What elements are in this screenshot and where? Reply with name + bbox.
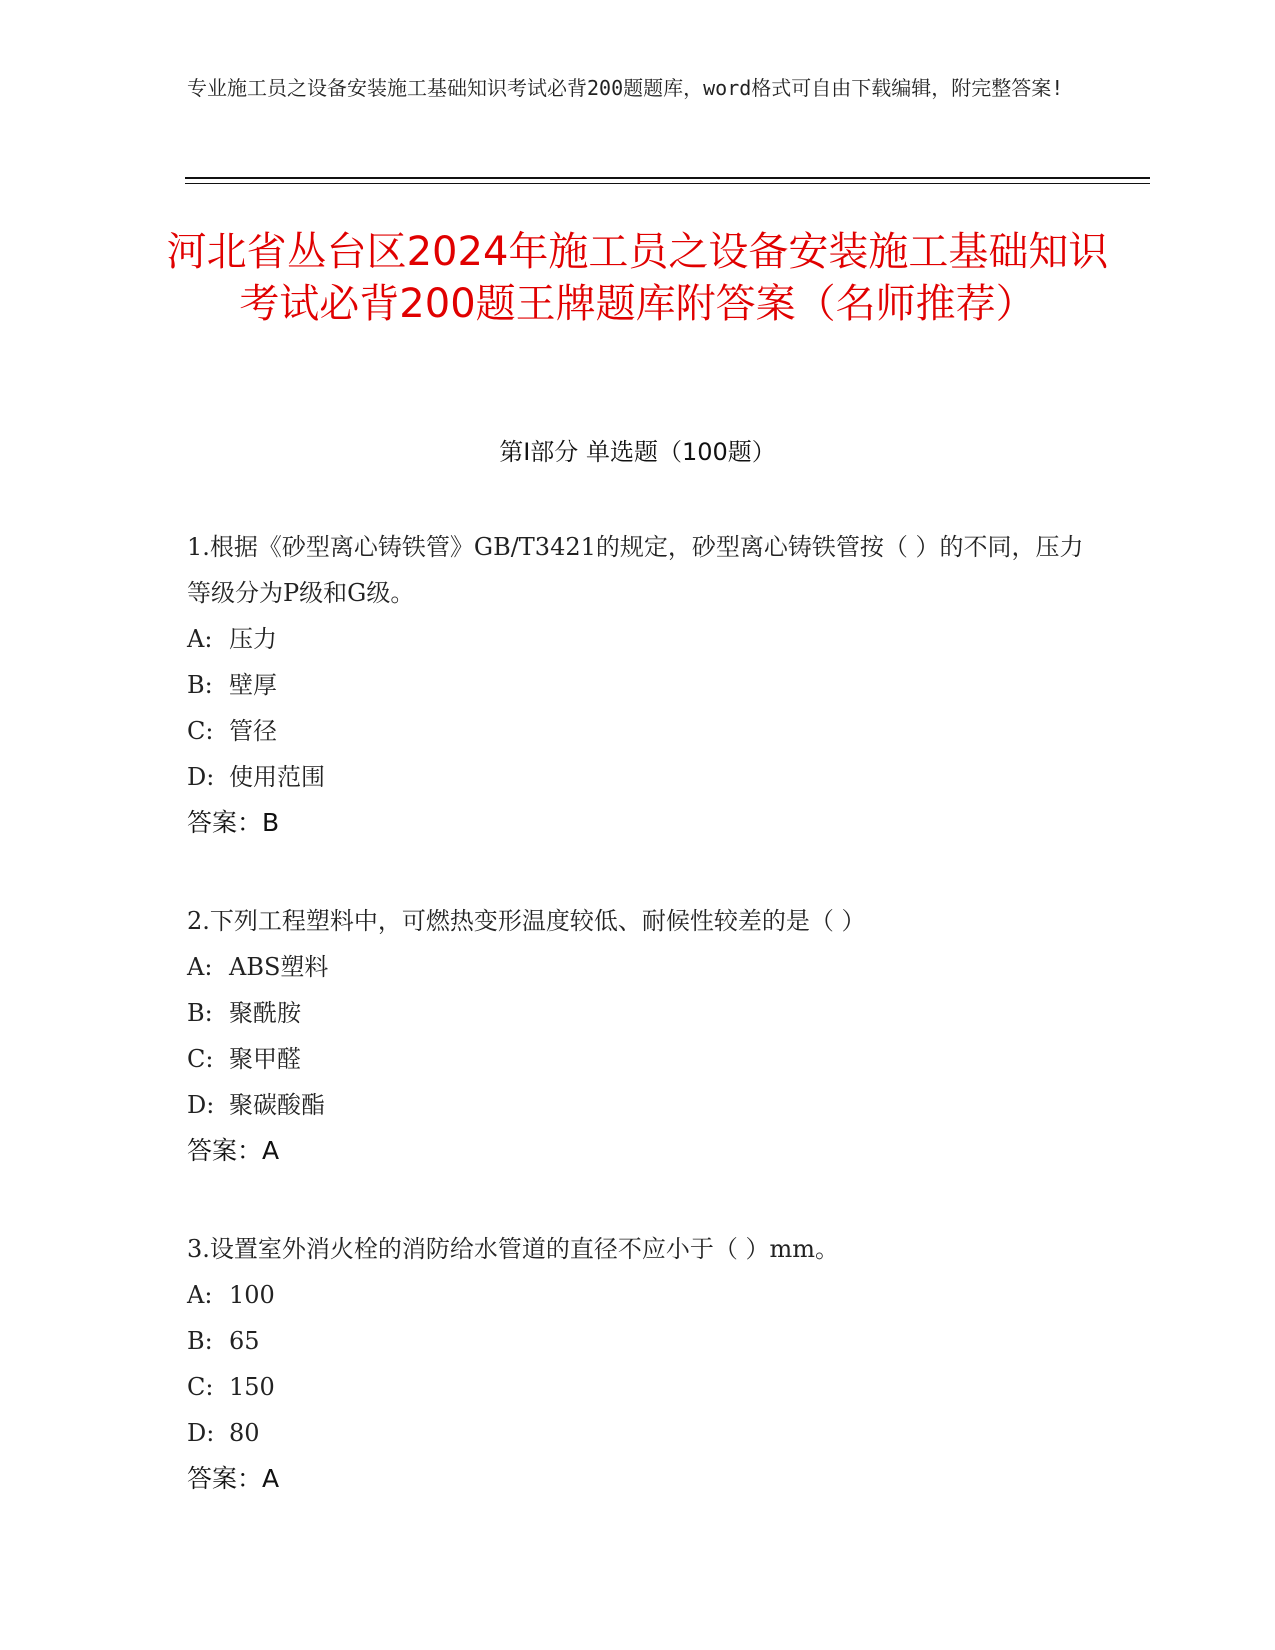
option-letter: D:	[187, 1419, 215, 1447]
answer-line: 答案：A	[187, 1464, 280, 1493]
option-row	[187, 944, 1087, 990]
option-text: 压力	[229, 625, 277, 653]
question-stem: 2.下列工程塑料中，可燃热变形温度较低、耐候性较差的是（ ）	[187, 907, 866, 935]
option-letter: C:	[187, 1045, 214, 1073]
option-row	[187, 1318, 1087, 1364]
option-text: 壁厚	[229, 671, 277, 699]
question-item	[187, 524, 1087, 846]
question-list	[187, 524, 1087, 1554]
header-rule-thin	[185, 183, 1150, 184]
option-text: 80	[229, 1419, 260, 1447]
option-letter: B:	[187, 999, 213, 1027]
question-stem: 3.设置室外消火栓的消防给水管道的直径不应小于（ ）mm。	[187, 1235, 840, 1263]
document-title: 河北省丛台区2024年施工员之设备安装施工基础知识考试必背200题王牌题库附答案（名师推荐）	[166, 229, 1109, 327]
option-letter: A:	[187, 1281, 213, 1309]
option-row	[187, 1036, 1087, 1082]
answer-line: 答案：B	[187, 808, 280, 837]
option-letter: D:	[187, 763, 215, 791]
question-item	[187, 898, 1087, 1174]
option-row	[187, 662, 1087, 708]
option-row	[187, 1410, 1087, 1456]
option-row	[187, 990, 1087, 1036]
option-text: 聚碳酸酯	[229, 1091, 325, 1119]
option-text: 聚甲醛	[229, 1045, 301, 1073]
header-rule-thick	[185, 177, 1150, 179]
option-text: 管径	[229, 717, 277, 745]
header-note: 专业施工员之设备安装施工基础知识考试必背200题题库，word格式可自由下载编辑，附完整答案!	[187, 76, 1064, 100]
option-letter: B:	[187, 1327, 213, 1355]
option-row	[187, 1082, 1087, 1128]
option-row	[187, 754, 1087, 800]
option-row	[187, 1364, 1087, 1410]
answer-line: 答案：A	[187, 1136, 280, 1165]
option-row	[187, 616, 1087, 662]
question-stem: 1.根据《砂型离心铸铁管》GB/T3421的规定，砂型离心铸铁管按（ ）的不同，压力等级分为P级和G级。	[187, 533, 1084, 607]
option-letter: B:	[187, 671, 213, 699]
option-text: 聚酰胺	[229, 999, 301, 1027]
option-letter: D:	[187, 1091, 215, 1119]
question-item	[187, 1226, 1087, 1502]
option-letter: A:	[187, 625, 213, 653]
option-text: 使用范围	[229, 763, 325, 791]
option-letter: A:	[187, 953, 213, 981]
option-text: 150	[229, 1373, 275, 1401]
option-text: 100	[229, 1281, 275, 1309]
option-row	[187, 708, 1087, 754]
option-letter: C:	[187, 1373, 214, 1401]
option-letter: C:	[187, 717, 214, 745]
section-heading: 第I部分 单选题（100题）	[499, 438, 776, 466]
option-text: ABS塑料	[229, 953, 329, 981]
option-row	[187, 1272, 1087, 1318]
option-text: 65	[229, 1327, 260, 1355]
